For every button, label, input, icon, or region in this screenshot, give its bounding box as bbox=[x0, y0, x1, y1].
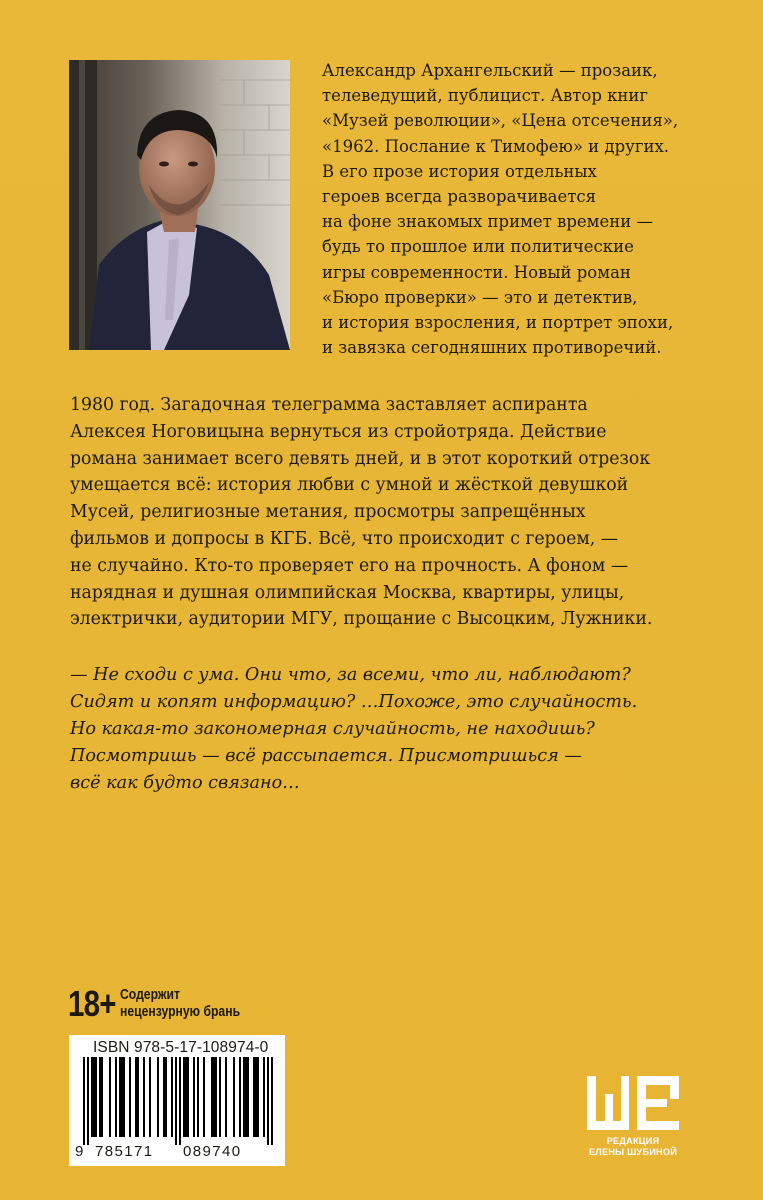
barcode-bar bbox=[179, 1057, 181, 1145]
age-note-line: Содержит bbox=[120, 987, 180, 1003]
barcode-bar bbox=[271, 1057, 273, 1145]
barcode-bar bbox=[243, 1057, 245, 1137]
barcode-bar bbox=[253, 1057, 255, 1137]
barcode-bar bbox=[219, 1057, 221, 1137]
quote-line: всё как будто связано… bbox=[70, 773, 300, 793]
bio-line: В его прозе история отдельных bbox=[322, 161, 597, 181]
publisher-line: РЕДАКЦИЯ bbox=[606, 1136, 660, 1146]
bio-line: «Бюро проверки» — это и детектив, bbox=[322, 287, 638, 307]
barcode-bar bbox=[187, 1057, 189, 1137]
quote-line: — Не сходи с ума. Они что, за всеми, что ли, наблюдают? bbox=[70, 665, 631, 685]
book-synopsis bbox=[70, 392, 710, 633]
age-rating-value: 18+ bbox=[68, 983, 116, 1024]
barcode-bar bbox=[245, 1057, 247, 1137]
publisher-line: ЕЛЕНЫ ШУБИНОЙ bbox=[588, 1147, 678, 1157]
barcode-bar bbox=[267, 1057, 269, 1145]
barcode-bar bbox=[215, 1057, 217, 1137]
barcode-bar bbox=[135, 1057, 137, 1137]
synopsis-line: Алексея Ноговицына вернуться из стройотряда. Действие bbox=[70, 421, 607, 442]
barcode-bar bbox=[83, 1057, 85, 1145]
barcode-bar bbox=[157, 1057, 159, 1137]
barcode-bar bbox=[213, 1057, 215, 1137]
synopsis-line: Мусей, религиозные метания, просмотры запрещённых bbox=[70, 502, 586, 523]
age-rating-note bbox=[120, 987, 240, 1021]
synopsis-line: не случайно. Кто-то проверяет его на прочность. А фоном — bbox=[70, 555, 629, 576]
barcode-bar bbox=[257, 1057, 259, 1137]
age-note-line: нецензурную брань bbox=[120, 1004, 241, 1020]
barcode-bar bbox=[255, 1057, 257, 1137]
barcode-bar bbox=[149, 1057, 151, 1137]
quote-line: Но какая-то закономерная случайность, не находишь? bbox=[70, 719, 595, 739]
synopsis-line: электрички, аудитории МГУ, прощание с Высоцким, Лужники. bbox=[70, 609, 653, 630]
barcode-bar bbox=[109, 1057, 111, 1137]
barcode-bar bbox=[165, 1057, 167, 1137]
publisher-logo bbox=[583, 1072, 683, 1162]
barcode-bar bbox=[183, 1057, 185, 1137]
barcode-bar bbox=[101, 1057, 103, 1137]
barcode-bar bbox=[93, 1057, 95, 1137]
barcode-digit-first: 9 bbox=[75, 1143, 84, 1160]
barcode-bar bbox=[211, 1057, 213, 1137]
barcode-bar bbox=[115, 1057, 117, 1137]
bio-line: на фоне знакомых примет времени — bbox=[322, 212, 654, 232]
author-bio bbox=[322, 58, 732, 360]
bio-line: и завязка сегодняшних противоречий. bbox=[322, 338, 662, 358]
age-rating bbox=[68, 984, 263, 1024]
bio-line: игры современности. Новый роман bbox=[322, 262, 631, 282]
synopsis-line: нарядная и душная олимпийская Москва, квартиры, улицы, bbox=[70, 582, 625, 603]
barcode-digits-left: 785171 bbox=[95, 1143, 154, 1160]
quote-line: Сидят и копят информацию? …Похоже, это случайность. bbox=[70, 692, 638, 712]
barcode-bar bbox=[175, 1057, 177, 1145]
quote-line: Посмотришь — всё рассыпается. Присмотришься — bbox=[70, 746, 582, 766]
isbn-number: ISBN 978-5-17-108974-0 bbox=[93, 1039, 269, 1056]
synopsis-line: 1980 год. Загадочная телеграмма заставляет аспиранта bbox=[70, 395, 588, 415]
barcode-bar bbox=[121, 1057, 123, 1137]
bio-line: «1962. Послание к Тимофею» и других. bbox=[322, 136, 670, 156]
bio-line: и история взросления, и портрет эпохи, bbox=[322, 313, 674, 333]
synopsis-line: фильмов и допросы в КГБ. Всё, что происходит с героем, — bbox=[70, 528, 619, 549]
author-photo bbox=[69, 60, 290, 350]
barcode-bar bbox=[225, 1057, 227, 1137]
isbn-barcode bbox=[69, 1035, 285, 1166]
barcode-bar bbox=[137, 1057, 139, 1137]
barcode-bar bbox=[233, 1057, 235, 1137]
bio-line: будь то прошлое или политические bbox=[322, 237, 634, 257]
barcode-bars bbox=[69, 1057, 285, 1147]
barcode-bar bbox=[171, 1057, 173, 1137]
barcode-bar bbox=[99, 1057, 101, 1137]
barcode-bar bbox=[239, 1057, 241, 1137]
barcode-bar bbox=[87, 1057, 89, 1145]
barcode-bar bbox=[203, 1057, 205, 1137]
barcode-bar bbox=[129, 1057, 131, 1137]
bio-line: героев всегда разворачивается bbox=[322, 187, 596, 207]
synopsis-line: романа занимает всего девять дней, и в этот короткий отрезок bbox=[70, 448, 651, 469]
bio-line: Александр Архангельский — прозаик, bbox=[322, 61, 658, 80]
barcode-bar bbox=[95, 1057, 97, 1137]
book-quote bbox=[70, 662, 710, 797]
barcode-bar bbox=[143, 1057, 145, 1137]
synopsis-line: умещается всё: история любви с умной и жёсткой девушкой bbox=[70, 475, 629, 496]
bio-line: телеведущий, публицист. Автор книг bbox=[322, 86, 649, 106]
publisher-logo-icon bbox=[583, 1072, 683, 1134]
barcode-bar bbox=[185, 1057, 187, 1137]
barcode-bar bbox=[247, 1057, 249, 1137]
barcode-bar bbox=[263, 1057, 265, 1137]
bio-line: «Музей революции», «Цена отсечения», bbox=[322, 111, 679, 131]
barcode-bar bbox=[123, 1057, 125, 1137]
barcode-bar bbox=[163, 1057, 165, 1137]
barcode-bar bbox=[197, 1057, 199, 1137]
barcode-bar bbox=[193, 1057, 195, 1137]
barcode-bar bbox=[119, 1057, 121, 1137]
publisher-name bbox=[583, 1136, 683, 1158]
barcode-digits-right: 089740 bbox=[183, 1143, 242, 1160]
barcode-bar bbox=[91, 1057, 93, 1137]
